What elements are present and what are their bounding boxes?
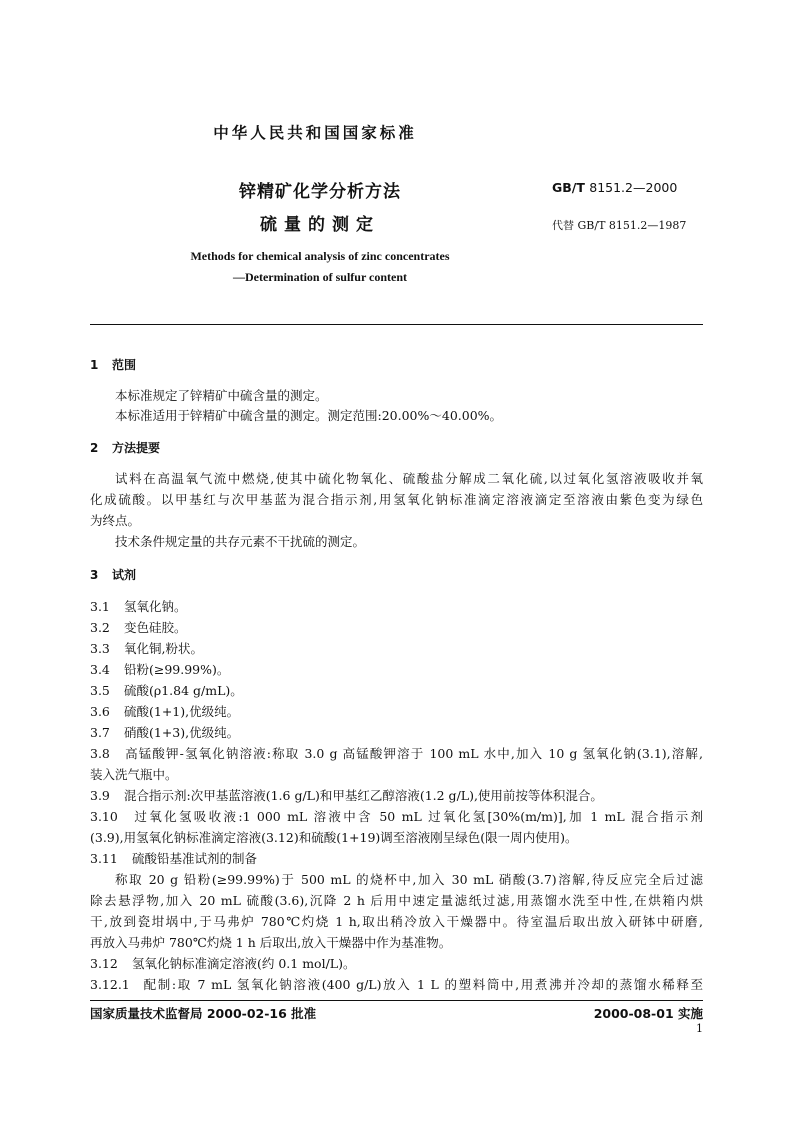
document-title: 锌精矿化学分析方法 xyxy=(239,182,401,202)
national-standard-heading: 中华人民共和国国家标准 xyxy=(213,124,417,142)
clause-number: 3.9 xyxy=(90,788,110,803)
clause-number: 3.4 xyxy=(90,662,110,677)
clause-text: 硝酸(1+3),优级纯。 xyxy=(124,725,240,740)
clause-text: 硫酸铅基准试剂的制备 xyxy=(132,851,258,866)
clause-3-5 xyxy=(90,681,703,701)
section-1-heading xyxy=(90,355,703,375)
clause-3-1 xyxy=(90,597,703,617)
paragraph-line: 化成硫酸。以甲基红与次甲基蓝为混合指示剂,用氢氧化钠标准滴定溶液滴定至溶液由紫色变为绿色 xyxy=(90,492,703,507)
clause-3-10 xyxy=(90,807,703,827)
paragraph-line: 为终点。 xyxy=(90,513,141,528)
standard-code xyxy=(552,180,677,195)
clause-number: 3.6 xyxy=(90,704,110,719)
clause-number: 3.12 xyxy=(90,956,118,971)
clause-text: 配制:取 7 mL 氢氧化钠溶液(400 g/L)放入 1 L 的塑料筒中,用煮沸并冷却的蒸馏水稀释至 xyxy=(142,977,703,992)
paragraph-line: 再放入马弗炉 780℃灼烧 1 h 后取出,放入干燥器中作为基准物。 xyxy=(90,935,452,950)
clause-text: 过氧化氢吸收液:1 000 mL 溶液中含 50 mL 过氧化氢[30%(m/m)],加 1 mL 混合指示剂 xyxy=(132,809,703,824)
paragraph: 技术条件规定量的共存元素不干扰硫的测定。 xyxy=(115,534,366,549)
section-2-heading xyxy=(90,438,703,458)
section-title: 方法提要 xyxy=(112,441,161,455)
document-subtitle: 硫量的测定 xyxy=(260,215,380,235)
clause-3-12 xyxy=(90,954,703,974)
clause-3-8-continued: 装入洗气瓶中。 xyxy=(90,767,178,782)
clause-number: 3.7 xyxy=(90,725,110,740)
clause-text: 氢氧化钠标准滴定溶液(约 0.1 mol/L)。 xyxy=(132,956,356,971)
section-number: 3 xyxy=(90,568,99,582)
clause-text: 氧化铜,粉状。 xyxy=(124,641,203,656)
clause-text: 变色硅胶。 xyxy=(124,620,187,635)
header-divider xyxy=(90,324,703,325)
clause-3-11 xyxy=(90,849,703,869)
clause-3-3 xyxy=(90,639,703,659)
implementation-date: 2000-08-01 实施 xyxy=(593,1006,703,1021)
clause-text: 氢氧化钠。 xyxy=(124,599,187,614)
clause-3-4 xyxy=(90,660,703,680)
standard-prefix: GB/T xyxy=(552,180,585,195)
section-3-heading xyxy=(90,565,703,585)
clause-number: 3.3 xyxy=(90,641,110,656)
footer-divider xyxy=(90,1000,703,1001)
clause-text: 硫酸(1+1),优级纯。 xyxy=(124,704,240,719)
paragraph-line: 除去悬浮物,加入 20 mL 硫酸(3.6),沉降 2 h 后用中速定量滤纸过滤,用蒸馏水洗至中性,在烘箱内烘 xyxy=(90,893,703,908)
clause-number: 3.10 xyxy=(90,809,118,824)
paragraph: 本标准规定了锌精矿中硫含量的测定。 xyxy=(115,388,328,403)
clause-3-8 xyxy=(90,744,703,764)
section-number: 2 xyxy=(90,441,99,455)
paragraph-line: 试料在高温氧气流中燃烧,使其中硫化物氧化、硫酸盐分解成二氧化硫,以过氧化氢溶液吸收并氧 xyxy=(115,471,703,486)
clause-text: 硫酸(ρ1.84 g/mL)。 xyxy=(124,683,243,698)
section-title: 试剂 xyxy=(112,568,137,582)
paragraph-line: 称取 20 g 铅粉(≥99.99%)于 500 mL 的烧杯中,加入 30 mL 硝酸(3.7)溶解,待反应完全后过滤 xyxy=(115,872,703,887)
clause-3-12-1 xyxy=(90,975,703,995)
clause-number: 3.8 xyxy=(90,746,110,761)
standard-number: 8151.2—2000 xyxy=(589,180,678,195)
paragraph: 本标准适用于锌精矿中硫含量的测定。测定范围:20.00%～40.00%。 xyxy=(115,408,503,423)
clause-3-6 xyxy=(90,702,703,722)
english-title-line-2: —Determination of sulfur content xyxy=(232,270,408,284)
clause-number: 3.11 xyxy=(90,851,118,866)
approval-line: 国家质量技术监督局 2000-02-16 批准 xyxy=(90,1006,317,1021)
replaces-standard: 代替 GB/T 8151.2—1987 xyxy=(552,219,687,232)
clause-text: 混合指示剂:次甲基蓝溶液(1.6 g/L)和甲基红乙醇溶液(1.2 g/L),使用前按等体积混合。 xyxy=(124,788,603,803)
english-title-line-1: Methods for chemical analysis of zinc concentrates xyxy=(190,249,450,263)
page-number: 1 xyxy=(696,1022,703,1035)
paragraph-line: 干,放到瓷坩埚中,于马弗炉 780℃灼烧 1 h,取出稍冷放入干燥器中。待室温后取出放入研钵中研磨, xyxy=(90,914,703,929)
section-title: 范围 xyxy=(112,358,137,372)
clause-number: 3.1 xyxy=(90,599,110,614)
clause-number: 3.12.1 xyxy=(90,977,130,992)
clause-3-7 xyxy=(90,723,703,743)
clause-3-2 xyxy=(90,618,703,638)
section-number: 1 xyxy=(90,358,99,372)
clause-text: 铅粉(≥99.99%)。 xyxy=(124,662,230,677)
clause-text: 高锰酸钾-氢氧化钠溶液:称取 3.0 g 高锰酸钾溶于 100 mL 水中,加入 10 g 氢氧化钠(3.1),溶解, xyxy=(124,746,703,761)
clause-3-9 xyxy=(90,786,703,806)
clause-number: 3.5 xyxy=(90,683,110,698)
clause-3-10-continued: (3.9),用氢氧化钠标准滴定溶液(3.12)和硫酸(1+19)调至溶液刚呈绿色(限一周内使用)。 xyxy=(90,830,578,845)
clause-number: 3.2 xyxy=(90,620,110,635)
